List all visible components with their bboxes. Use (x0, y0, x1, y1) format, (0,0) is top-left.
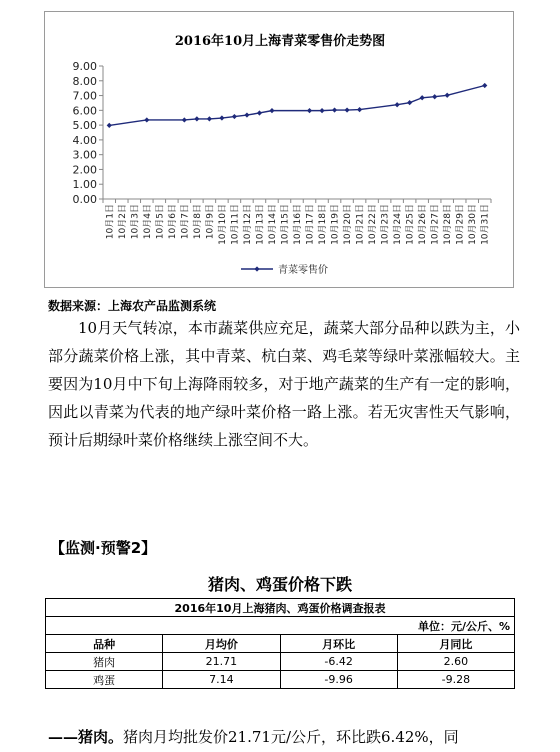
price-report-table (45, 598, 515, 689)
series-青菜零售价 (107, 83, 488, 128)
y-tick-label: 9.00 (72, 60, 97, 73)
closing-text: 猪肉月均批发价21.71元/公斤，环比跌6.42%，同 (123, 728, 459, 746)
cell-variety: 猪肉 (46, 653, 163, 671)
section-heading: 【监测·预警2】 (50, 539, 157, 557)
cell-mom: -9.96 (280, 671, 397, 689)
data-point (307, 108, 312, 113)
x-tick-label: 10月16日 (293, 204, 303, 245)
data-point (207, 116, 212, 121)
x-tick-label: 10月2日 (117, 204, 128, 240)
x-tick-label: 10月31日 (480, 204, 491, 245)
data-point (332, 107, 337, 112)
x-tick-label: 10月4日 (142, 204, 153, 240)
y-tick-label: 5.00 (72, 119, 97, 133)
x-tick-label: 10月14日 (267, 204, 278, 245)
data-point (445, 93, 450, 98)
x-tick-label: 10月30日 (468, 204, 479, 245)
cell-yoy: 2.60 (397, 653, 514, 671)
data-point (344, 107, 349, 112)
cell-monthly-avg: 7.14 (163, 671, 280, 689)
x-tick-label: 10月28日 (443, 204, 454, 245)
x-tick-label: 10月8日 (192, 204, 203, 240)
header-yoy: 月同比 (397, 635, 514, 653)
y-tick-label: 0.00 (72, 193, 97, 206)
data-point (319, 108, 324, 113)
y-tick-label: 3.00 (72, 148, 97, 162)
data-point (107, 123, 112, 128)
table-title: 2016年10月上海猪肉、鸡蛋价格调查报表 (46, 599, 515, 617)
x-tick-label: 10月27日 (430, 204, 441, 245)
table-row (46, 653, 515, 671)
y-tick-label: 2.00 (72, 163, 97, 177)
x-tick-label: 10月11日 (230, 204, 241, 245)
data-point (407, 100, 412, 105)
y-tick-label: 1.00 (72, 178, 97, 192)
header-monthly-avg: 月均价 (163, 635, 280, 653)
x-tick-label: 10月17日 (305, 204, 316, 245)
data-source: 数据来源：上海农产品监测系统 (48, 299, 217, 313)
x-tick-label: 10月20日 (343, 204, 354, 245)
price-trend-chart (44, 11, 514, 288)
data-point (482, 83, 487, 88)
data-point (232, 114, 237, 119)
x-tick-label: 10月10日 (217, 204, 228, 245)
table-title-row (46, 599, 515, 617)
legend-marker (254, 266, 259, 271)
header-mom: 月环比 (280, 635, 397, 653)
data-point (357, 107, 362, 112)
x-tick-label: 10月13日 (255, 203, 266, 245)
chart-canvas (45, 12, 515, 289)
data-point (219, 115, 224, 120)
x-tick-label: 10月22日 (368, 204, 379, 245)
x-axis-ticks (103, 199, 491, 245)
y-tick-label: 7.00 (72, 89, 97, 103)
y-tick-label: 4.00 (72, 133, 97, 147)
table-header-row (46, 635, 515, 653)
header-variety: 品种 (46, 635, 163, 653)
paragraph-text: 10月天气转凉，本市蔬菜供应充足，蔬菜大部分品种以跌为主，小部分蔬菜价格上涨，其中青菜、杭白菜、鸡毛菜等绿叶菜涨幅较大。主要因为10月中下旬上海降雨较多，对于地产蔬菜的生产有一定的影响，因此以青菜为代表的地产绿叶菜价格一路上涨。若无灾害性天气影响，预计后期绿叶菜价格继续上涨空间不大。 (48, 319, 520, 449)
data-point (395, 102, 400, 107)
chart-title: 2016年10月上海青菜零售价走势图 (174, 34, 386, 49)
y-axis-ticks (73, 60, 104, 206)
sub-title: 猪肉、鸡蛋价格下跌 (207, 575, 352, 594)
x-tick-label: 10月21日 (355, 204, 366, 245)
x-tick-label: 10月5日 (155, 204, 166, 240)
cell-yoy: -9.28 (397, 671, 514, 689)
x-tick-label: 10月7日 (180, 204, 191, 240)
data-point (257, 110, 262, 115)
y-tick-label: 8.00 (72, 74, 97, 88)
chart-legend (241, 263, 328, 276)
cell-variety: 鸡蛋 (46, 671, 163, 689)
cell-mom: -6.42 (280, 653, 397, 671)
data-point (194, 116, 199, 121)
x-tick-label: 10月29日 (455, 204, 466, 245)
table-row (46, 671, 515, 689)
cell-monthly-avg: 21.71 (163, 653, 280, 671)
x-tick-label: 10月18日 (318, 204, 329, 245)
x-tick-label: 10月25日 (405, 204, 416, 245)
y-tick-label: 6.00 (72, 104, 97, 118)
data-point (269, 108, 274, 113)
x-tick-label: 10月1日 (105, 204, 116, 240)
chart-axes (103, 66, 491, 199)
x-tick-label: 10月26日 (418, 204, 429, 245)
x-tick-label: 10月19日 (330, 204, 341, 245)
table-unit: 单位：元/公斤、% (46, 617, 515, 635)
analysis-paragraph (48, 314, 520, 454)
x-tick-label: 10月15日 (280, 204, 291, 245)
x-tick-label: 10月12日 (242, 204, 253, 245)
x-tick-label: 10月6日 (167, 204, 178, 240)
legend-label: 青菜零售价 (278, 265, 328, 276)
x-tick-label: 10月3日 (130, 204, 141, 240)
table-unit-row (46, 617, 515, 635)
closing-lead: ——猪肉。 (48, 728, 124, 746)
x-tick-label: 10月23日 (380, 204, 391, 245)
data-point (432, 94, 437, 99)
x-tick-label: 10月9日 (205, 204, 216, 240)
x-tick-label: 10月24日 (393, 204, 404, 245)
closing-paragraph (48, 724, 528, 750)
series-line (109, 86, 484, 126)
data-point (182, 117, 187, 122)
data-point (144, 117, 149, 122)
data-point (420, 95, 425, 100)
data-point (244, 112, 249, 117)
